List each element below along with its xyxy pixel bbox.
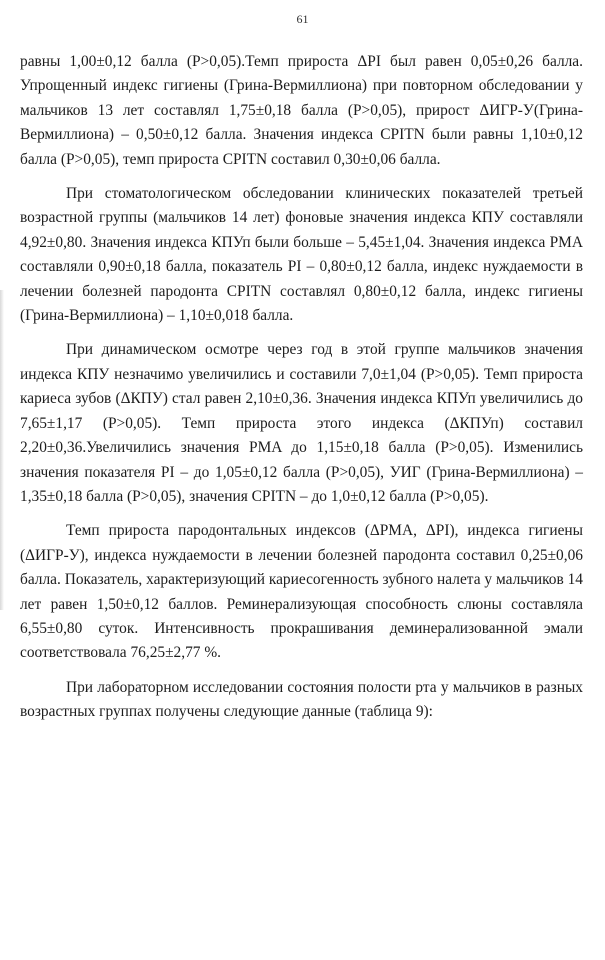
scan-edge-shadow: [0, 290, 4, 610]
paragraph-2: При стоматологическом обследовании клинических показателей третьей возрастной группы (мальчиков 14 лет) фоновые значения индекса КПУ составляли 4,92±0,80. Значения индекса КПУп были больше – 5,45±1,04. Значения индекса PMA составляли 0,90±0,18 балла, показатель PI – 0,80±0,12 балла, индекс нуждаемости в лечении болезней пародонта CPITN составлял 0,80±0,12 балла, индекс гигиены (Грина-Вермиллиона) – 1,10±0,018 балла.: [20, 185, 583, 325]
document-body: [20, 50, 583, 735]
paragraph-4: Темп прироста пародонтальных индексов (ΔPMA, ΔPI), индекса гигиены (ΔИГР-У), индекса нуждаемости в лечении болезней пародонта составил 0,25±0,06 балла. Показатель, характеризующий кариесогенность зубного налета у мальчиков 14 лет равен 1,50±0,12 баллов. Реминерализующая способность слюны составляла 6,55±0,80 суток. Интенсивность прокрашивания деминерализованной эмали соответствовала 76,25±2,77 %.: [20, 522, 583, 662]
paragraph-3: При динамическом осмотре через год в этой группе мальчиков значения индекса КПУ незначимо увеличились и составили 7,0±1,04 (P>0,05). Темп прироста кариеса зубов (ΔКПУ) стал равен 2,10±0,36. Значения индекса КПУп увеличились до 7,65±1,17 (P>0,05). Темп прироста этого индекса (ΔКПУп) составил 2,20±0,36.Увеличились значения PMA до 1,15±0,18 балла (P>0,05). Изменились значения показателя PI – до 1,05±0,12 балла (P>0,05), УИГ (Грина-Вермиллиона) – 1,35±0,18 балла (P>0,05), значения CPITN – до 1,0±0,12 балла (P>0,05).: [20, 341, 583, 505]
page-number: 61: [296, 12, 309, 26]
paragraph-1: равны 1,00±0,12 балла (P>0,05).Темп прироста ΔPI был равен 0,05±0,26 балла. Упрощенный индекс гигиены (Грина-Вермиллиона) при повторном обследовании у мальчиков 13 лет составлял 1,75±0,18 балла (P>0,05), прирост ΔИГР-У(Грина-Вермиллиона) – 0,50±0,12 балла. Значения индекса CPITN были равны 1,10±0,12 балла (P>0,05), темп прироста CPITN составил 0,30±0,06 балла.: [20, 53, 583, 168]
paragraph-5: При лабораторном исследовании состояния полости рта у мальчиков в разных возрастных группах получены следующие данные (таблица 9):: [20, 678, 583, 721]
